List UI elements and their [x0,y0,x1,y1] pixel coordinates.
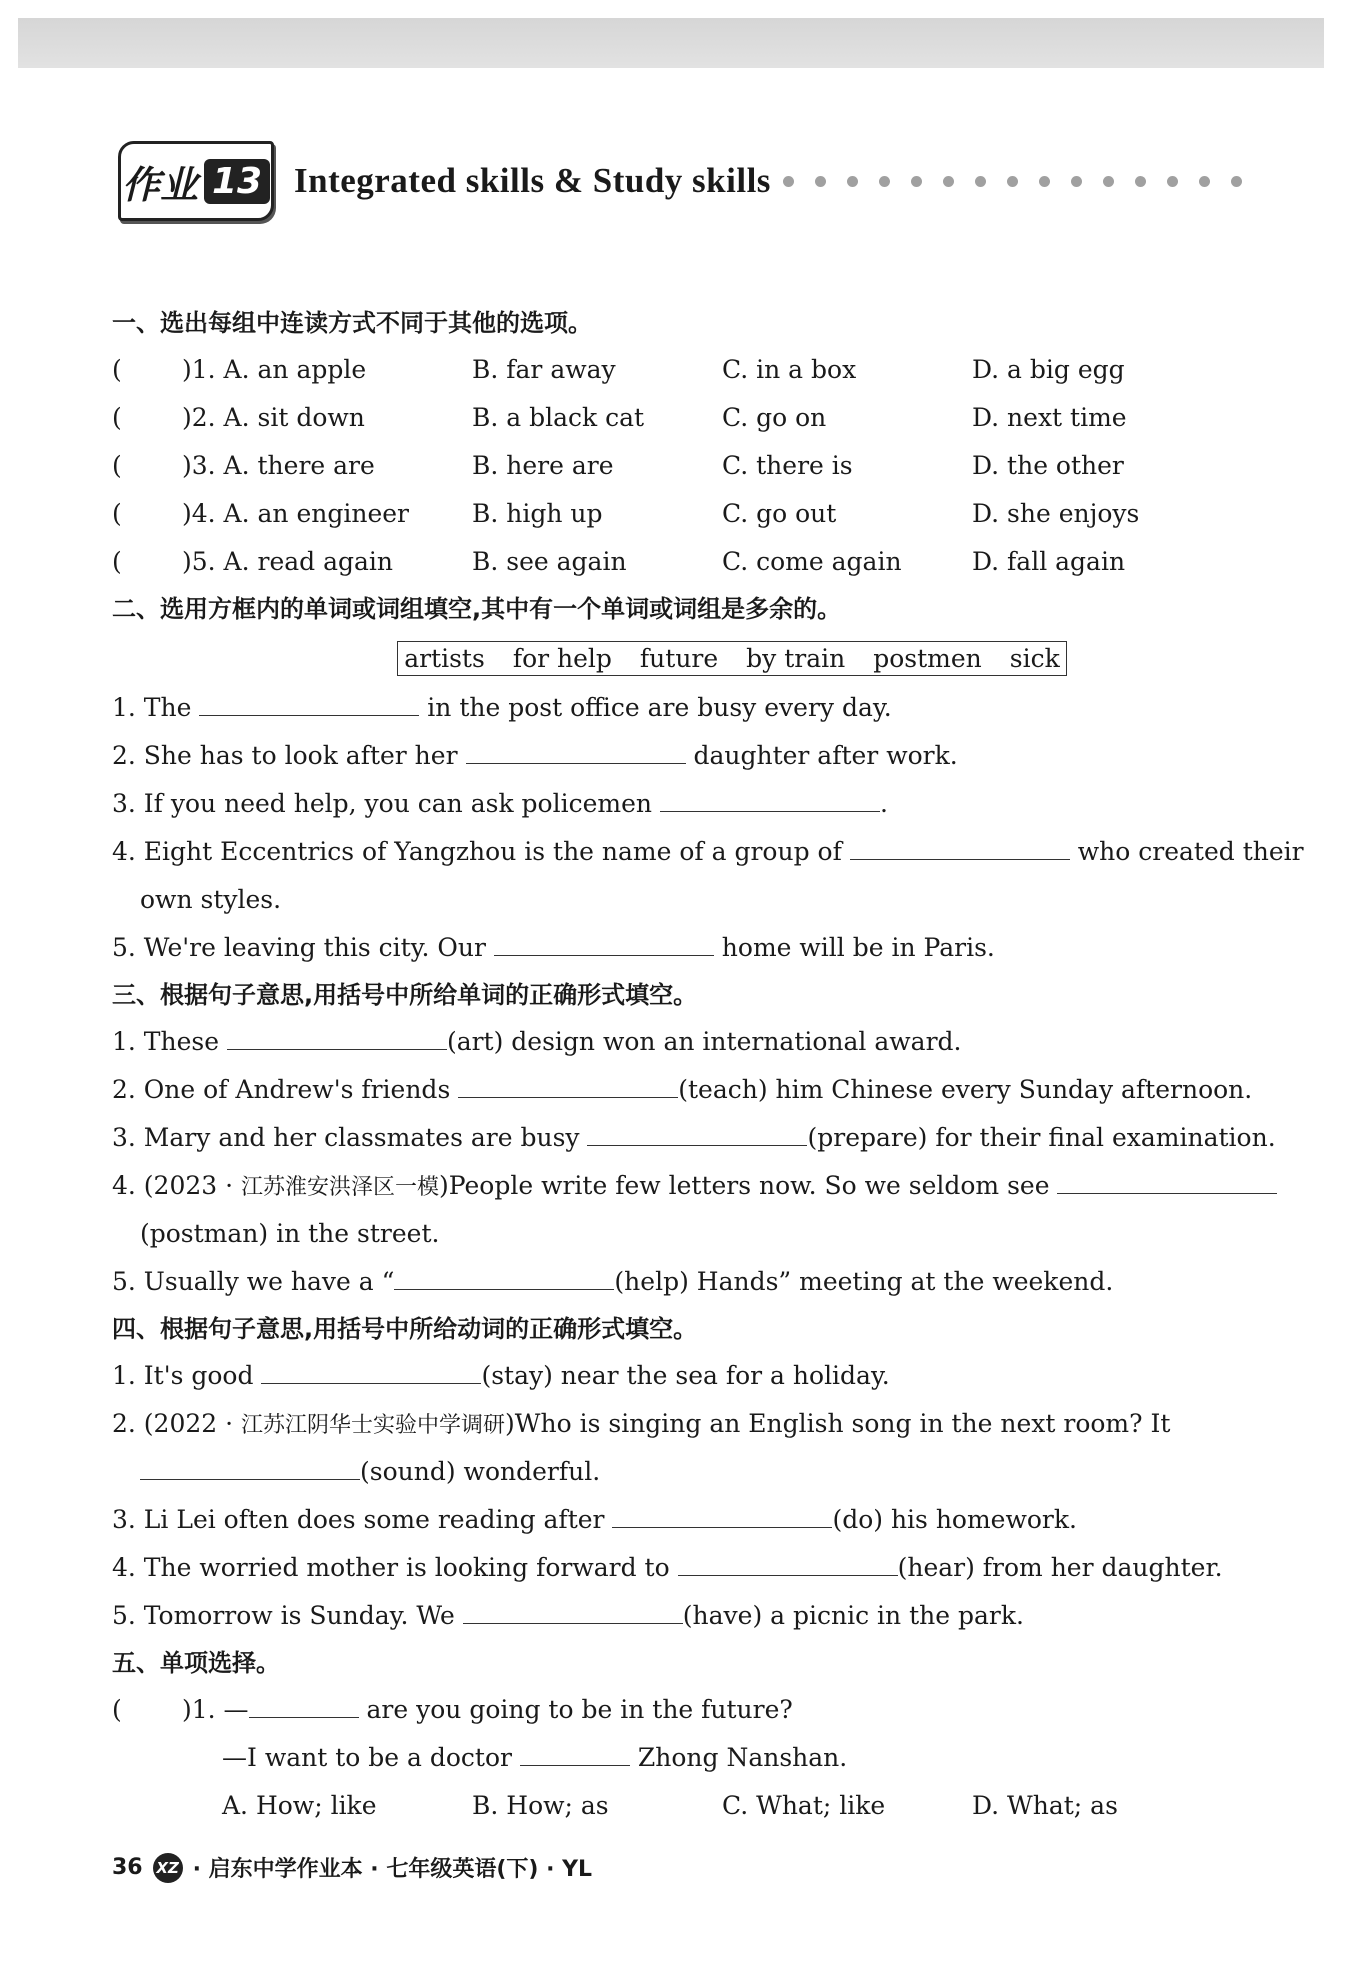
answer-paren[interactable]: ( [112,547,122,576]
option-c[interactable]: C. What; like [722,1791,886,1820]
fill-question-continued: own styles. [140,885,282,914]
source-note: 江苏淮安洪泽区一模 [241,1175,440,1200]
option-b[interactable]: B. How; as [472,1791,609,1820]
fill-question: 1. The in the post office are busy every day. [112,684,1262,732]
fill-question-continued: (sound) wonderful. [112,1448,1262,1496]
section-3-title: 三、根据句子意思,用括号中所给单词的正确形式填空。 [112,981,698,1009]
page-number: 36 [112,1855,143,1880]
fill-question: 4. Eight Eccentrics of Yangzhou is the name of a group of who created their [112,828,1262,876]
decorative-dots [783,176,1242,187]
fill-question: 3. Mary and her classmates are busy (prepare) for their final examination. [112,1114,1262,1162]
answer-paren[interactable]: ( [112,451,122,480]
answer-blank[interactable] [394,1260,614,1290]
answer-blank[interactable] [261,1354,481,1384]
page-footer [112,1852,592,1883]
section-2-title: 二、选用方框内的单词或词组填空,其中有一个单词或词组是多余的。 [112,595,842,623]
unit-title: Integrated skills & Study skills [294,161,771,200]
fill-question: 1. It's good (stay) near the sea for a holiday. [112,1352,1262,1400]
fill-question: 2. One of Andrew's friends (teach) him Chinese every Sunday afternoon. [112,1066,1262,1114]
answer-blank[interactable] [494,926,714,956]
answer-blank[interactable] [520,1736,630,1766]
fill-question: 2. She has to look after her daughter after work. [112,732,1262,780]
section-5-title: 五、单项选择。 [112,1649,280,1677]
answer-blank[interactable] [140,1450,360,1480]
publisher-logo-icon: XZ [153,1853,183,1883]
word-option: artists [404,643,485,673]
answer-paren[interactable]: ( [112,355,122,384]
answer-paren[interactable]: ( [112,1695,122,1724]
answer-paren[interactable]: ( [112,499,122,528]
word-option: by train [746,643,846,673]
word-box [397,641,1067,676]
answer-paren[interactable]: ( [112,403,122,432]
mc-question-5: ( )5. A. read again B. see again C. come again D. fall again [112,538,1262,586]
answer-blank[interactable] [587,1116,807,1146]
badge-number: 13 [204,159,270,204]
answer-blank[interactable] [1057,1164,1277,1194]
mc-question-4: ( )4. A. an engineer B. high up C. go out D. she enjoys [112,490,1262,538]
fill-question: 2. (2022 · 江苏江阴华士实验中学调研)Who is singing an English song in the next room? It [112,1409,1171,1438]
mc-question-3: ( )3. A. there are B. here are C. there is D. the other [112,442,1262,490]
word-option: sick [1009,643,1060,673]
fill-question-continued: (postman) in the street. [140,1219,440,1248]
fill-question: 3. Li Lei often does some reading after (do) his homework. [112,1496,1262,1544]
worksheet-content [112,300,1304,1830]
fill-question: 3. If you need help, you can ask policemen . [112,780,1262,828]
option-d[interactable]: D. What; as [972,1791,1118,1820]
mc-question-line-2: —I want to be a doctor Zhong Nanshan. [112,1734,1262,1782]
source-note: 江苏江阴华士实验中学调研 [241,1413,506,1438]
mc-question-2: ( )2. A. sit down B. a black cat C. go on D. next time [112,394,1262,442]
mc-question-1: ( )1. A. an apple B. far away C. in a box D. a big egg [112,346,1262,394]
unit-header [118,138,1242,224]
fill-question: 5. Usually we have a “ (help) Hands” meeting at the weekend. [112,1258,1262,1306]
word-option: postmen [873,643,982,673]
word-option: for help [512,643,612,673]
mc-question: ( )1. — are you going to be in the future? [112,1686,1262,1734]
answer-blank[interactable] [466,734,686,764]
book-title: · 启东中学作业本 · 七年级英语(下) · YL [192,1857,593,1882]
section-1-title: 一、选出每组中连读方式不同于其他的选项。 [112,309,592,337]
section-4-title: 四、根据句子意思,用括号中所给动词的正确形式填空。 [112,1315,698,1343]
fill-question: 4. (2023 · 江苏淮安洪泽区一模)People write few letters now. So we seldom see [112,1162,1262,1210]
fill-question: 5. Tomorrow is Sunday. We (have) a picnic in the park. [112,1592,1262,1640]
word-box-row [112,632,1262,684]
fill-question: 4. The worried mother is looking forward to (hear) from her daughter. [112,1544,1262,1592]
answer-blank[interactable] [612,1498,832,1528]
answer-blank[interactable] [850,830,1070,860]
answer-blank[interactable] [227,1020,447,1050]
top-scan-band [18,18,1324,68]
mc-options [112,1782,1262,1830]
badge-label: 作业 [121,162,198,207]
homework-badge [118,141,274,221]
fill-question: 1. These (art) design won an international award. [112,1018,1262,1066]
fill-question: 5. We're leaving this city. Our home will be in Paris. [112,924,1262,972]
answer-blank[interactable] [199,686,419,716]
answer-blank[interactable] [249,1688,359,1718]
answer-blank[interactable] [463,1594,683,1624]
answer-blank[interactable] [660,782,880,812]
word-option: future [639,643,719,673]
answer-blank[interactable] [458,1068,678,1098]
option-a[interactable]: A. How; like [222,1791,377,1820]
answer-blank[interactable] [678,1546,898,1576]
